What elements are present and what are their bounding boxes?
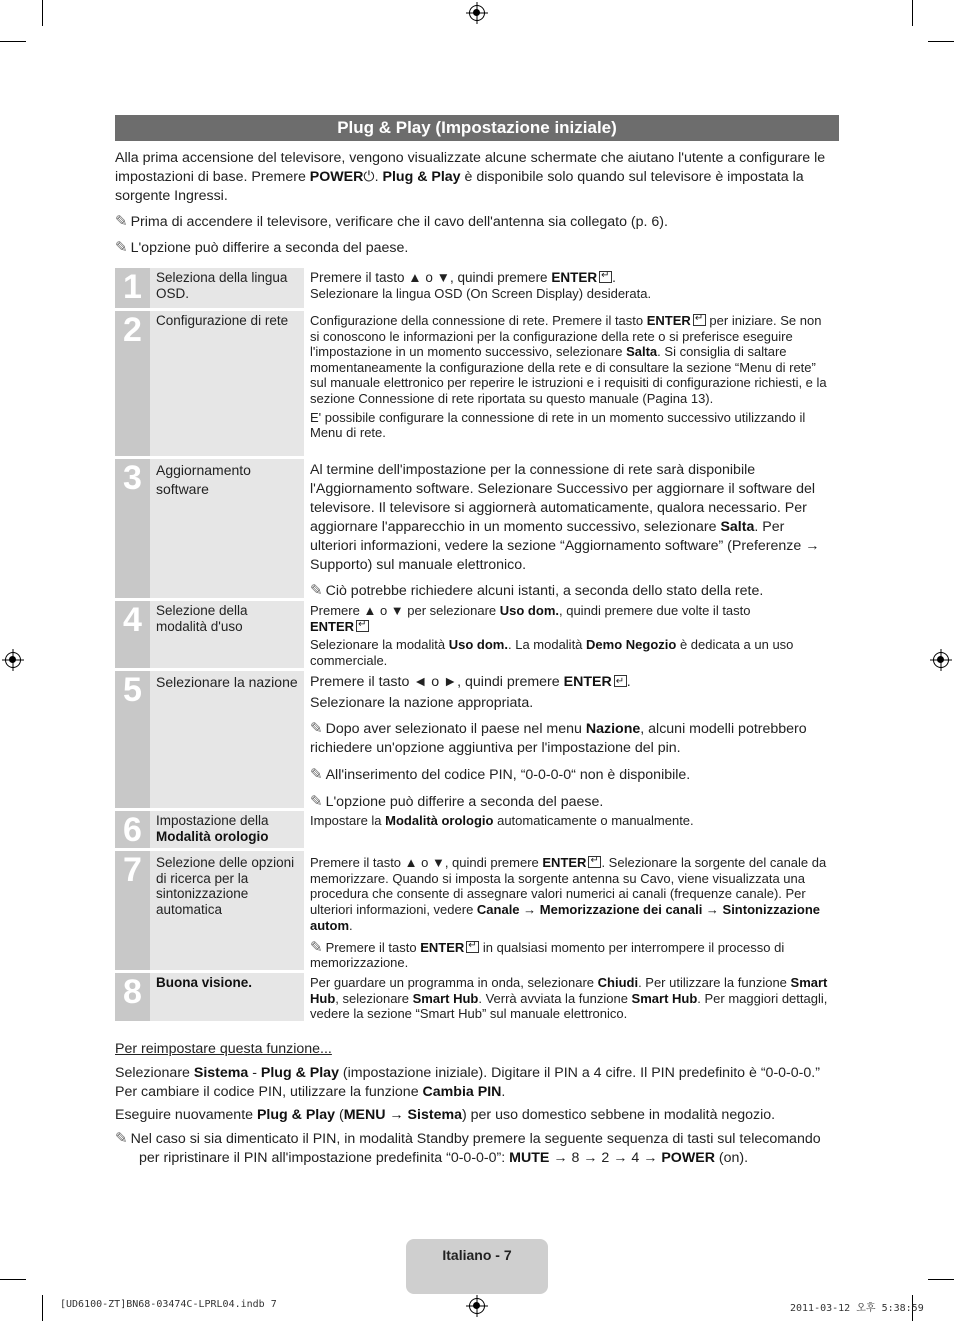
step-description: Premere il tasto ▲ o ▼, quindi premere ENTER↵ . Selezionare la sorgente del canale da memorizzare. Quando si imposta la sorgente antenna su Cavo, viene visualizzata una procedura che consente di assegnare valori numerici ai canali (frequenze canale). Per ulteriori informazioni, vedere Canale → Memorizzazione dei canali → Sintonizzazione autom. ✎ Premere il tasto ENTER↵ in qualsiasi momento per interrompere il processo di memorizzazione. [304, 851, 839, 970]
reset-title: Per reimpostare questa funzione... [115, 1041, 332, 1057]
step-description: Impostare la Modalità orologio automaticamente o manualmente. [310, 813, 694, 828]
enter-icon [466, 941, 479, 953]
step-number: 8 [115, 973, 150, 1021]
page-number-tab: Italiano - 7 [406, 1239, 548, 1294]
enter-icon [356, 620, 369, 632]
registration-mark-icon [933, 652, 949, 668]
step-label: Aggiornamento software [150, 459, 304, 598]
registration-mark-icon [469, 1298, 485, 1314]
section-title: Plug & Play (Impostazione iniziale) [115, 115, 839, 141]
reset-section: Per reimpostare questa funzione... Selezionare Sistema - Plug & Play (impostazione iniziale). Digitare il PIN a 4 cifre. Il PIN predefinito è “0-0-0-0.” Per cambiare il codice PIN, utilizzare la funzione Cambia PIN. Eseguire nuovamente Plug & Play (MENU → Sistema) per uso domestico sebbene in modalità negozio. ✎ Nel caso si sia dimenticato il PIN, in modalità Standby premere la seguente sequenza di tasti sul telecomando per ripristinare il PIN all'impostazione predefinita “0-0-0-0”: MUTE → 8 → 2 → 4 → POWER (on). [115, 1041, 821, 1166]
step-description: Premere il tasto ▲ o ▼, quindi premere ENTER↵ . Selezionare la lingua OSD (On Screen Display) desiderata. [304, 268, 839, 308]
note: ✎ L'opzione può differire a seconda del paese. [115, 238, 409, 256]
pencil-note-icon: ✎ [310, 792, 323, 810]
enter-icon [614, 675, 627, 687]
print-slug: [UD6100-ZT]BN68-03474C-LPRL04.indb 7 [60, 1299, 277, 1310]
step-description: Premere ▲ o ▼ per selezionare Uso dom., quindi premere due volte il tasto ENTER↵ Selezionare la modalità Uso dom.. La modalità Demo Negozio è dedicata a un uso commerciale. [304, 601, 839, 668]
step-description: Al termine dell'impostazione per la connessione di rete sarà disponibile l'Aggiornamento software. Selezionare Successivo per aggiornare il software del televisore. Il televisore si aggiornerà automaticamente, qualora necessario. Per aggiornare l'apparecchio in un momento successivo, selezionare Salta. Per ulteriori informazioni, vedere la sezione “Aggiornamento software” (Preferenze → Supporto) sul manuale elettronico. ✎ Ciò potrebbe richiedere alcuni istanti, a seconda dello stato della rete. [310, 462, 820, 599]
step-label: Buona visione. [150, 973, 304, 1021]
step-number: 5 [115, 671, 150, 808]
pencil-note-icon: ✎ [115, 238, 128, 256]
step-row [115, 459, 839, 598]
step-label: Configurazione di rete [150, 311, 304, 456]
step-number: 1 [115, 268, 150, 308]
pencil-note-icon: ✎ [310, 581, 323, 599]
step-number: 6 [115, 811, 150, 848]
note: ✎ Prima di accendere il televisore, verificare che il cavo dell'antenna sia collegato (p. 6). [115, 212, 668, 230]
enter-icon [599, 271, 612, 283]
enter-icon [693, 314, 706, 326]
crop-mark [928, 1279, 954, 1280]
pencil-note-icon: ✎ [310, 937, 323, 956]
step-number: 3 [115, 459, 150, 598]
step-label: Selezione delle opzioni di ricerca per la sintonizzazione automatica [150, 851, 304, 970]
step-row [115, 268, 839, 308]
step-description: Configurazione della connessione di rete. Premere il tasto ENTER↵ per iniziare. Se non si conoscono le informazioni per la configurazione della rete o si preferisce eseguire l'impostazione in un momento successivo, selezionare Salta. Si consiglia di saltare momentaneamente la configurazione della rete e di consultare la sezione “Menu di rete” sul manuale elettronico per reperire le istruzioni e i requisiti di configurazione richiesti, e la sezione Connessione di rete riportata su questo manuale (Pagina 13). E' possibile configurare la connessione di rete in un momento successivo utilizzando il Menu di rete. [304, 311, 839, 456]
step-number: 7 [115, 851, 150, 970]
pencil-note-icon: ✎ [115, 1129, 128, 1147]
crop-mark [0, 1279, 26, 1280]
step-number: 2 [115, 311, 150, 456]
power-icon: ⏻ [363, 169, 375, 185]
pencil-note-icon: ✎ [115, 212, 128, 230]
step-label: Impostazione della Modalità orologio [150, 811, 304, 848]
crop-mark [42, 1295, 43, 1321]
step-description: Per guardare un programma in onda, selezionare Chiudi. Per utilizzare la funzione Smart Hub, selezionare Smart Hub. Verrà avviata la funzione Smart Hub. Per maggiori dettagli, vedere la sezione “Smart Hub” sul manuale elettronico. [310, 975, 828, 1022]
step-row [115, 973, 839, 1021]
step-label: Selezionare la nazione [150, 671, 304, 808]
step-label: Selezione della modalità d'uso [150, 601, 304, 668]
crop-mark [42, 0, 43, 26]
registration-mark-icon [469, 5, 485, 21]
enter-icon [588, 856, 601, 868]
step-row [115, 851, 839, 970]
step-number: 4 [115, 601, 150, 668]
step-row [115, 601, 839, 668]
pencil-note-icon: ✎ [310, 719, 323, 737]
crop-mark [0, 41, 26, 42]
step-row [115, 311, 839, 456]
steps-table [115, 268, 839, 1024]
crop-mark [912, 0, 913, 26]
step-label: Seleziona della lingua OSD. [150, 268, 304, 308]
pencil-note-icon: ✎ [310, 765, 323, 783]
crop-mark [928, 41, 954, 42]
step-row [115, 811, 839, 848]
step-description: Premere il tasto ◄ o ►, quindi premere ENTER↵ . Selezionare la nazione appropriata. ✎ Dopo aver selezionato il paese nel menu Nazione, alcuni modelli potrebbero richiedere un'opzione aggiuntiva per l'impostazione del pin. ✎ All'inserimento del codice PIN, “0-0-0-0“ non è disponibile. ✎ L'opzione può differire a seconda del paese. [304, 671, 839, 808]
intro-paragraph: Alla prima accensione del televisore, vengono visualizzate alcune schermate che aiutano l'utente a configurare le impostazioni di base. Premere POWER⏻. Plug & Play è disponibile solo quando sul televisore è impostata la sorgente Ingressi. [115, 150, 826, 204]
registration-mark-icon [5, 652, 21, 668]
print-timestamp: 2011-03-12 오후 5:38:59 [790, 1303, 924, 1314]
step-row [115, 671, 839, 808]
